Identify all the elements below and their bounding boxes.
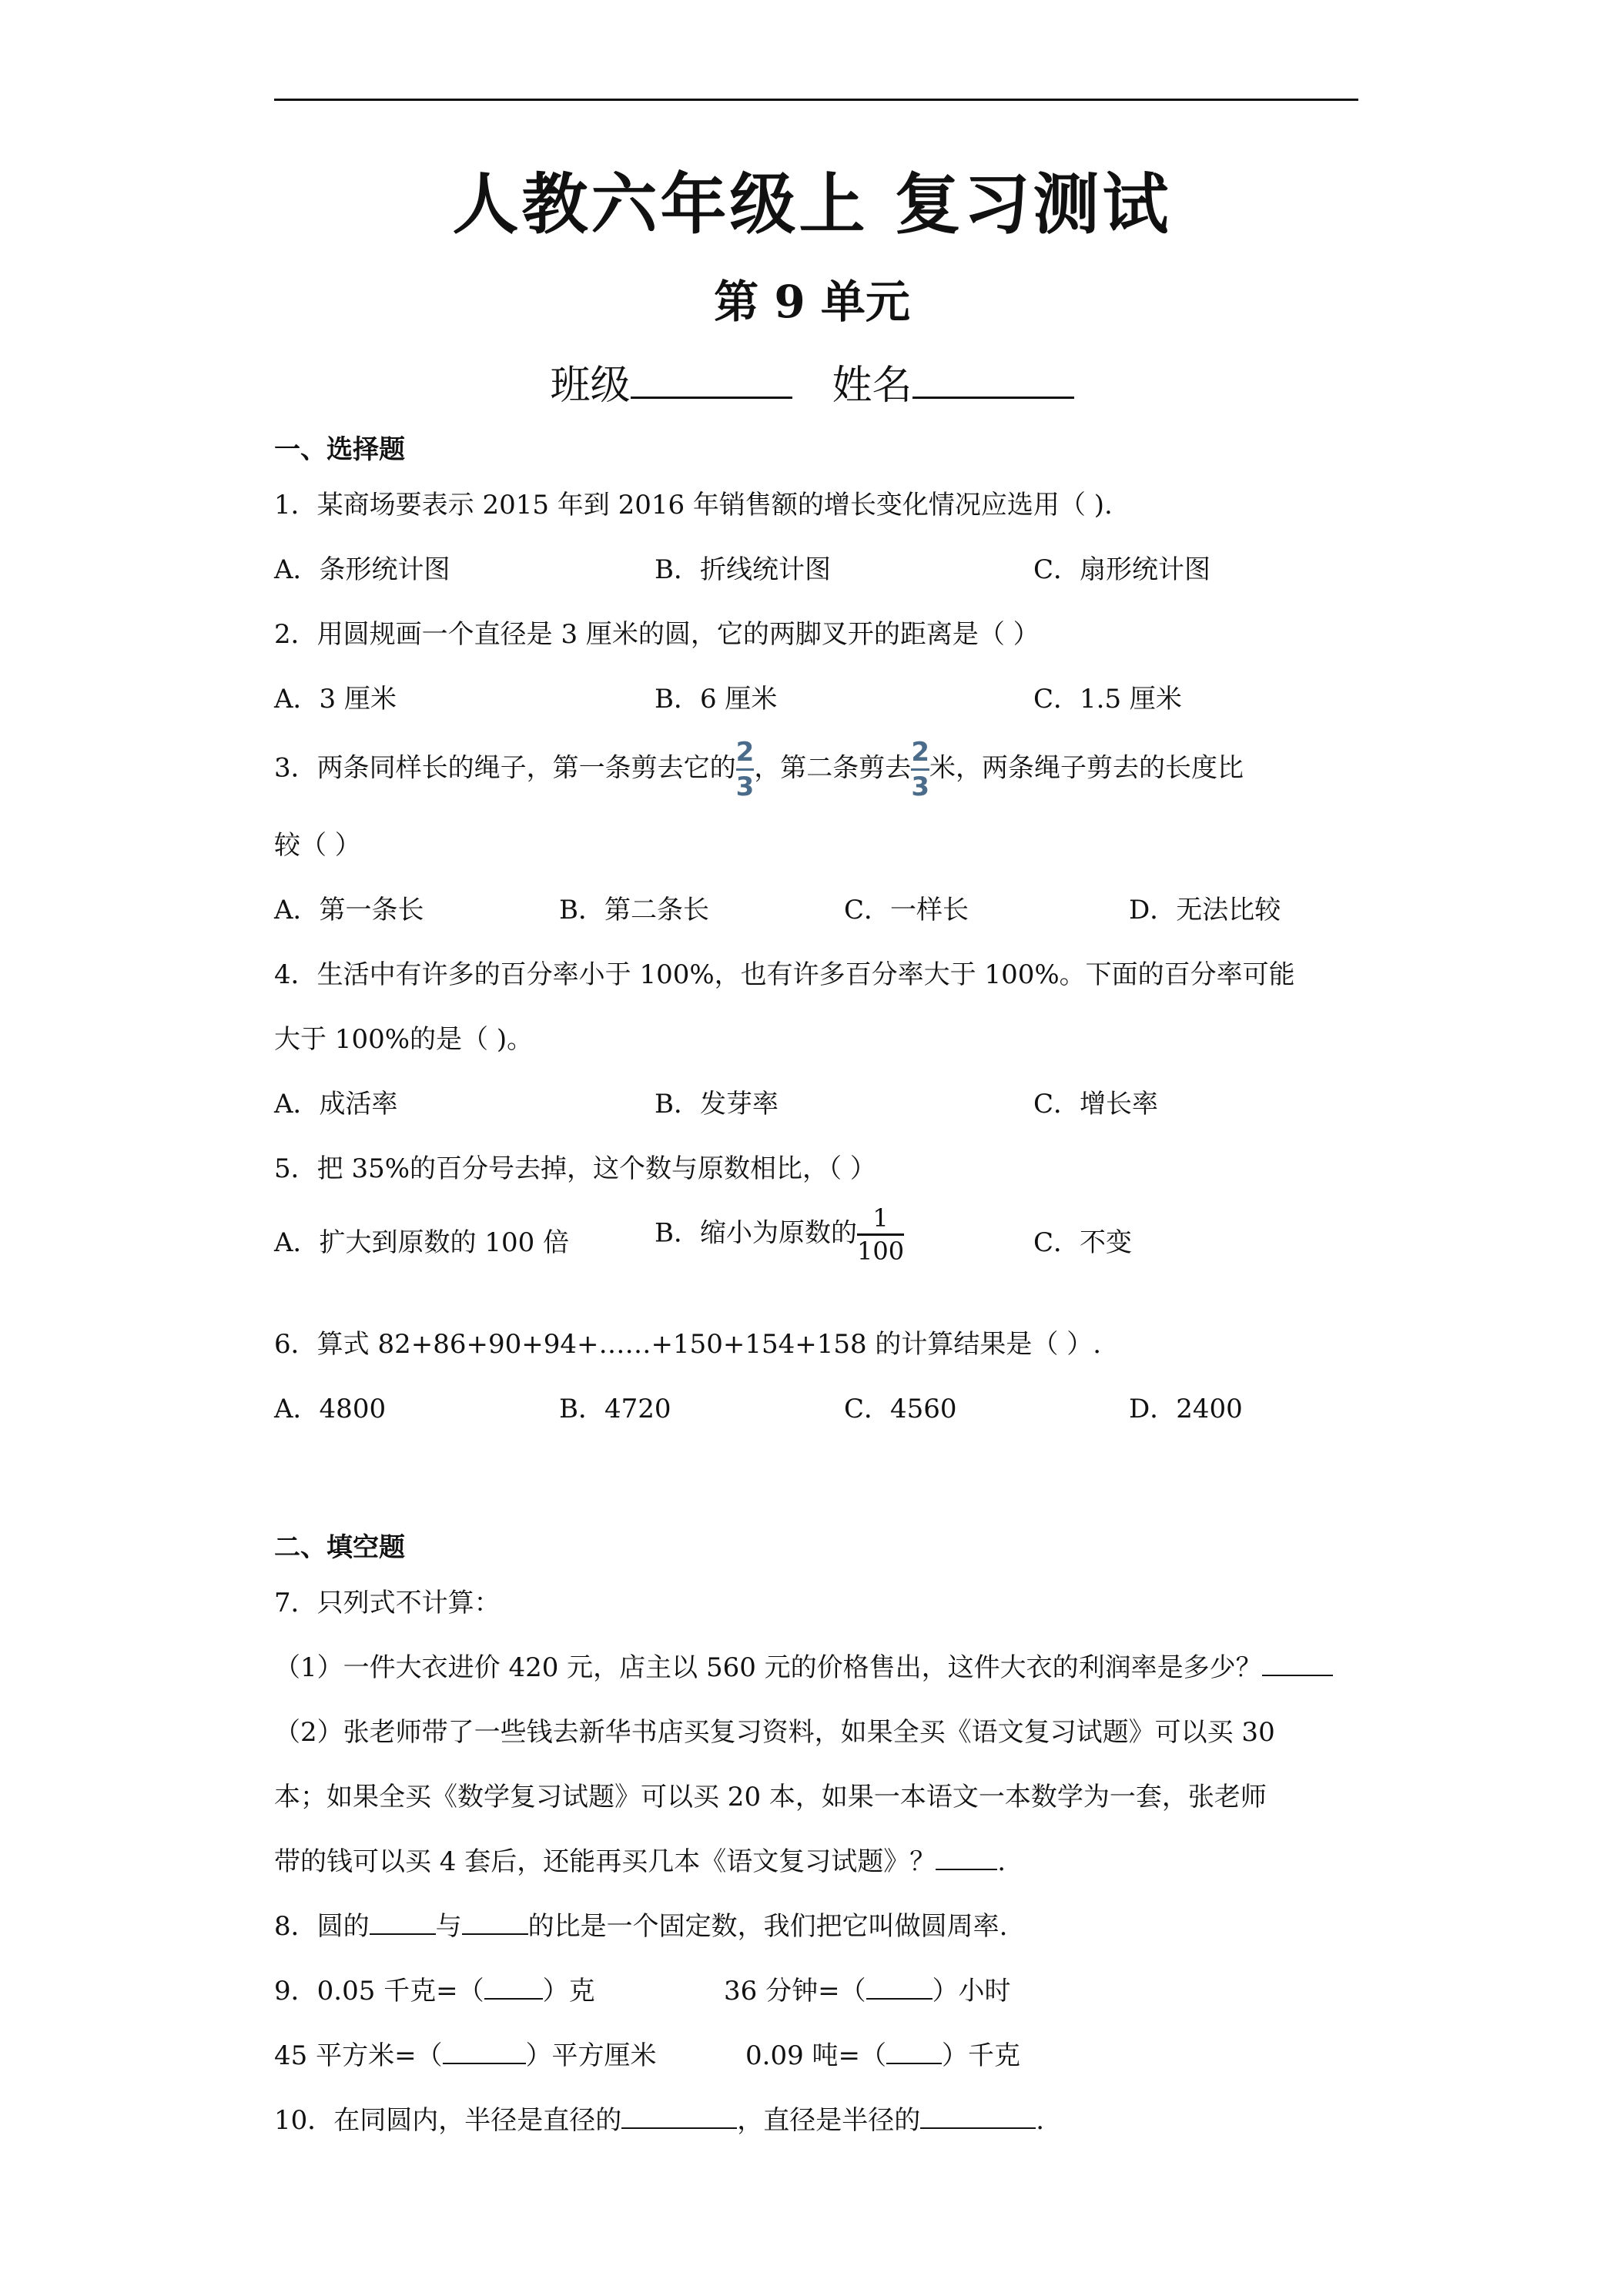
- q5-option-c[interactable]: C．不变: [1033, 1227, 1133, 1258]
- section-heading-choice: 一、选择题: [274, 434, 405, 465]
- q2-option-b[interactable]: B．6 厘米: [655, 684, 778, 715]
- question-10: 10．在同圆内，半径是直径的 ，直径是半径的 .: [274, 2105, 1045, 2136]
- q2-option-a[interactable]: A．3 厘米: [274, 684, 397, 715]
- q9-blank-1[interactable]: [484, 1975, 543, 2000]
- fraction-two-thirds: $\frac{2}{3}$: [735, 737, 755, 802]
- question-4-line-2: 大于 100%的是（ )。: [274, 1024, 534, 1055]
- q6-option-a[interactable]: A．4800: [274, 1394, 387, 1424]
- q2-option-c[interactable]: C．1.5 厘米: [1033, 684, 1182, 715]
- q9-blank-3[interactable]: [443, 2040, 526, 2064]
- question-7-part-2-line-2: 本；如果全买《数学复习试题》可以买 20 本，如果一本语文一本数学为一套，张老师: [274, 1782, 1267, 1812]
- q7-p1-blank[interactable]: [1262, 1652, 1333, 1676]
- question-7-part-2-line-1: （2）张老师带了一些钱去新华书店买复习资料，如果全买《语文复习试题》可以买 30: [274, 1717, 1275, 1748]
- q5-option-b[interactable]: B．缩小为原数的 $\frac{1}{100}$: [655, 1203, 905, 1266]
- question-7-part-2-line-3: 带的钱可以买 4 套后，还能再买几本《语文复习试题》？ .: [274, 1846, 1006, 1877]
- question-8: 8．圆的 与 的比是一个固定数，我们把它叫做圆周率.: [274, 1911, 1008, 1942]
- section-heading-fill: 二、填空题: [274, 1532, 405, 1563]
- question-1: 1．某商场要表示 2015 年到 2016 年销售额的增长变化情况应选用（ ).: [274, 490, 1113, 520]
- question-9-item-3: 45 平方米=（ ）平方厘米: [274, 2040, 657, 2071]
- q10-blank-1[interactable]: [621, 2104, 737, 2129]
- q4-option-b[interactable]: B．发芽率: [655, 1089, 779, 1120]
- name-class-bar: [0, 353, 1624, 410]
- q6-option-d[interactable]: D．2400: [1129, 1394, 1243, 1424]
- q1-option-c[interactable]: C．扇形统计图: [1033, 554, 1211, 585]
- name-blank[interactable]: [912, 363, 1074, 399]
- class-blank[interactable]: [631, 363, 792, 399]
- q3-option-d[interactable]: D．无法比较: [1129, 895, 1281, 925]
- q3-option-a[interactable]: A．第一条长: [274, 895, 424, 925]
- question-5: 5．把 35%的百分号去掉，这个数与原数相比，（ ）: [274, 1153, 876, 1184]
- name-label: 姓名: [832, 363, 912, 409]
- top-rule: [274, 99, 1358, 101]
- question-6: 6．算式 82+86+90+94+……+150+154+158 的计算结果是（ ）.: [274, 1329, 1102, 1360]
- q8-blank-2[interactable]: [462, 1910, 528, 1935]
- question-9-item-4: 0.09 吨=（ ）千克: [745, 2040, 1020, 2071]
- page-title: 人教六年级上 复习测试: [452, 166, 1172, 243]
- q1-option-b[interactable]: B．折线统计图: [655, 554, 831, 585]
- fraction-one-hundredth: $\frac{1}{100}$: [857, 1203, 905, 1266]
- question-3-line-1: 3．两条同样长的绳子，第一条剪去它的 $\frac{2}{3}$ ，第二条剪去 $\frac{2}{3}$ 米，两条绳子剪去的长度比: [274, 737, 1244, 802]
- q9-blank-4[interactable]: [886, 2040, 942, 2064]
- question-9-item-2: 36 分钟=（ ）小时: [724, 1976, 1011, 2006]
- q4-option-a[interactable]: A．成活率: [274, 1089, 398, 1120]
- q6-option-b[interactable]: B．4720: [559, 1394, 671, 1424]
- q3-option-b[interactable]: B．第二条长: [559, 895, 709, 925]
- q6-option-c[interactable]: C．4560: [844, 1394, 957, 1424]
- q8-blank-1[interactable]: [370, 1910, 436, 1935]
- question-3-line-2: 较（ ）: [274, 830, 361, 861]
- q4-option-c[interactable]: C．增长率: [1033, 1089, 1159, 1120]
- class-label: 班级: [550, 363, 631, 409]
- q1-option-a[interactable]: A．条形统计图: [274, 554, 450, 585]
- question-9-item-1: 9．0.05 千克=（ ）克: [274, 1976, 595, 2006]
- unit-heading: 第 9 单元: [714, 276, 910, 328]
- question-4-line-1: 4．生活中有许多的百分率小于 100%，也有许多百分率大于 100%。下面的百分率可能: [274, 959, 1295, 990]
- q7-p2-blank[interactable]: [936, 1846, 997, 1870]
- question-7: 7．只列式不计算：: [274, 1588, 501, 1618]
- q9-blank-2[interactable]: [866, 1975, 933, 2000]
- q3-option-c[interactable]: C．一样长: [844, 895, 969, 925]
- q5-option-a[interactable]: A．扩大到原数的 100 倍: [274, 1227, 570, 1258]
- question-7-part-1: （1）一件大衣进价 420 元，店主以 560 元的价格售出，这件大衣的利润率是多少？: [274, 1646, 1333, 1684]
- question-2: 2．用圆规画一个直径是 3 厘米的圆，它的两脚叉开的距离是（ ）: [274, 619, 1040, 650]
- q10-blank-2[interactable]: [920, 2104, 1036, 2129]
- fraction-two-thirds-2: $\frac{2}{3}$: [911, 737, 929, 802]
